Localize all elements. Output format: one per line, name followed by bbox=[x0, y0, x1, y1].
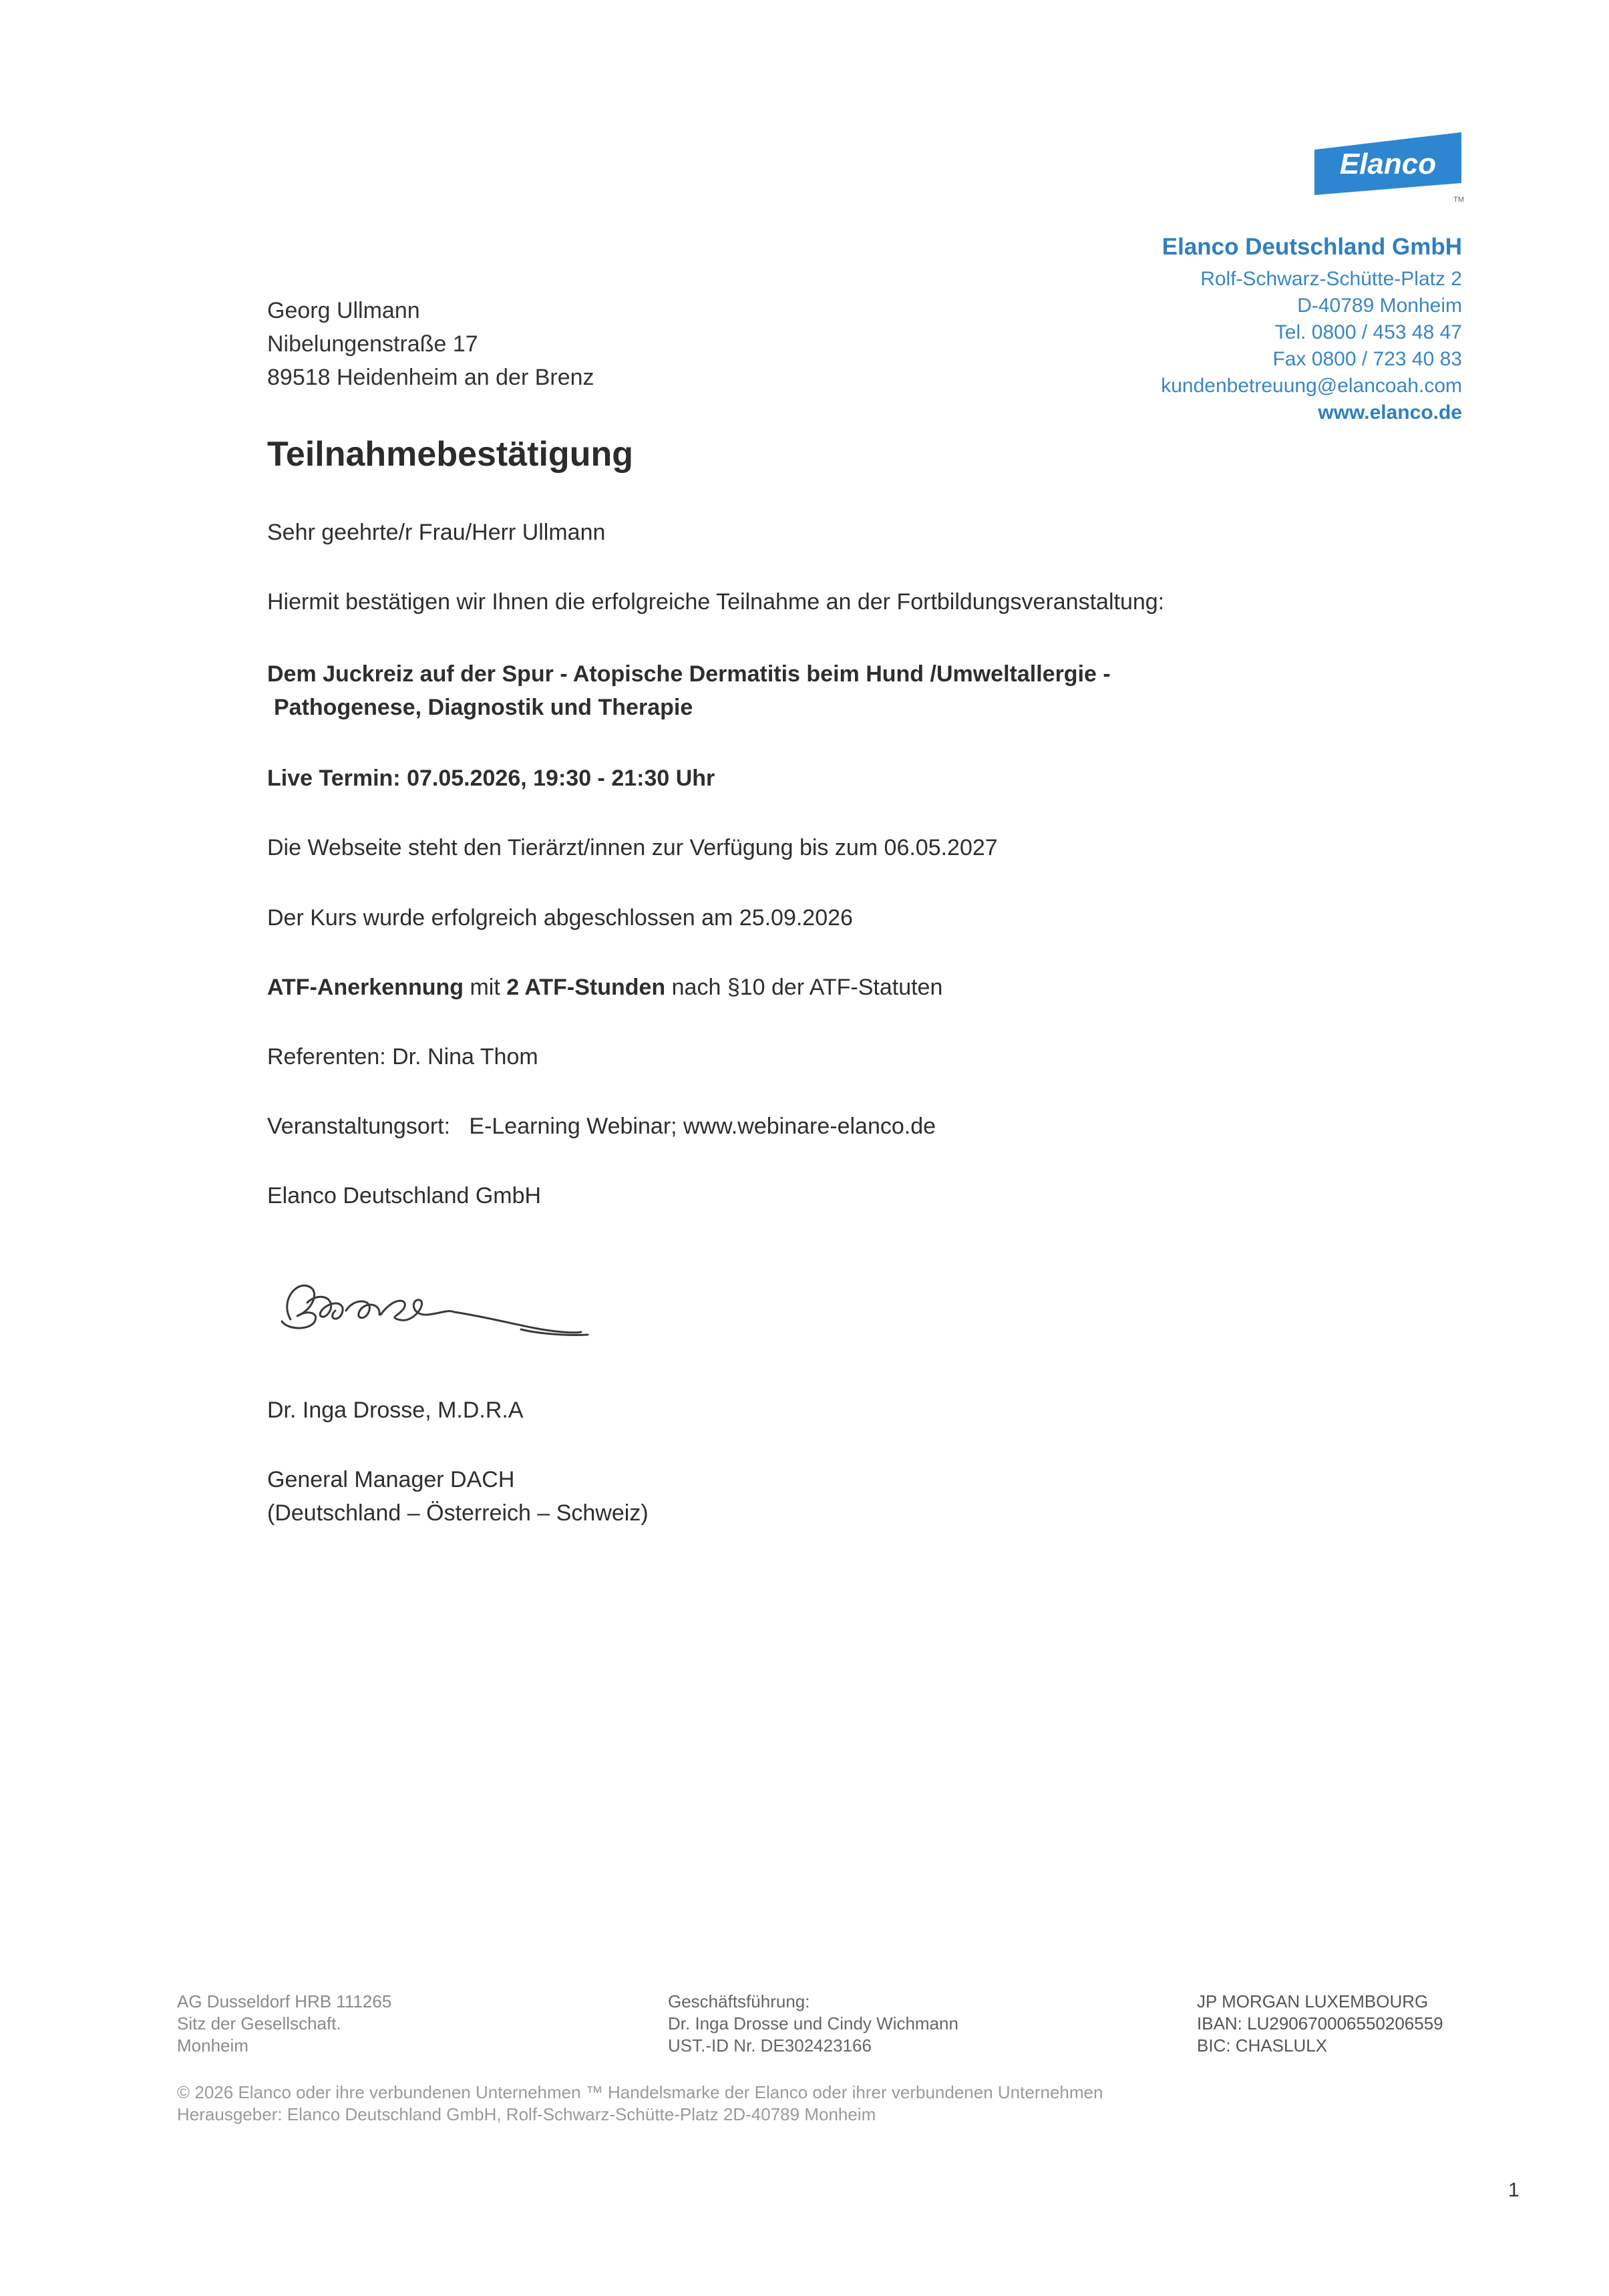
live-termin: Live Termin: 07.05.2026, 19:30 - 21:30 Uhr bbox=[267, 766, 715, 791]
atf-connector: mit bbox=[464, 975, 507, 1000]
footer-iban: IBAN: LU290670006550206559 bbox=[1197, 2013, 1443, 2033]
footer-bank bbox=[1197, 1991, 1443, 2057]
handwritten-signature bbox=[267, 1256, 601, 1356]
footer-management bbox=[668, 1991, 958, 2057]
document-title: Teilnahmebestätigung bbox=[267, 435, 633, 474]
signer-position-line-1: General Manager DACH bbox=[267, 1467, 515, 1492]
footer-register-court: AG Dusseldorf HRB 111265 bbox=[177, 1991, 392, 2011]
atf-recognition bbox=[267, 975, 1369, 1001]
company-fax: Fax 0800 / 723 40 83 bbox=[1272, 348, 1462, 370]
company-name: Elanco Deutschland GmbH bbox=[1161, 234, 1462, 260]
company-tel: Tel. 0800 / 453 48 47 bbox=[1274, 321, 1462, 343]
svg-text:TM: TM bbox=[1453, 196, 1464, 204]
svg-text:Elanco: Elanco bbox=[1339, 148, 1437, 180]
legal-notice bbox=[177, 2082, 1103, 2126]
completion-date: Der Kurs wurde erfolgreich abgeschlossen am 25.09.2026 bbox=[267, 905, 853, 931]
footer-vat-id: UST.-ID Nr. DE302423166 bbox=[668, 2035, 872, 2056]
company-website: www.elanco.de bbox=[1318, 401, 1462, 424]
salutation: Sehr geehrte/r Frau/Herr Ullmann bbox=[267, 520, 606, 545]
company-address-block bbox=[1161, 234, 1462, 426]
company-street: Rolf-Schwarz-Schütte-Platz 2 bbox=[1200, 268, 1462, 290]
venue: Veranstaltungsort: E-Learning Webinar; www.webinare-elanco.de bbox=[267, 1114, 936, 1139]
recipient-street: Nibelungenstraße 17 bbox=[267, 331, 478, 357]
elanco-logo bbox=[1309, 128, 1471, 208]
issuing-organization: Elanco Deutschland GmbH bbox=[267, 1183, 542, 1208]
footer-bank-name: JP MORGAN LUXEMBOURG bbox=[1197, 1991, 1429, 2011]
signer-position bbox=[267, 1463, 1369, 1530]
recipient-city: 89518 Heidenheim an der Brenz bbox=[267, 365, 594, 390]
legal-copyright: © 2026 Elanco oder ihre verbundenen Unternehmen ™ Handelsmarke der Elanco oder ihrer verbundenen Unternehmen bbox=[177, 2082, 1103, 2102]
speakers: Referenten: Dr. Nina Thom bbox=[267, 1044, 538, 1070]
company-city: D-40789 Monheim bbox=[1297, 295, 1462, 317]
atf-hours: 2 ATF-Stunden bbox=[506, 975, 666, 1000]
signer-position-line-2: (Deutschland – Österreich – Schweiz) bbox=[267, 1500, 649, 1526]
intro-text: Hiermit bestätigen wir Ihnen die erfolgreiche Teilnahme an der Fortbildungsveranstaltung: bbox=[267, 589, 1165, 615]
footer-management-label: Geschäftsführung: bbox=[668, 1991, 810, 2011]
page-number: 1 bbox=[1508, 2179, 1519, 2201]
signer-name: Dr. Inga Drosse, M.D.R.A bbox=[267, 1398, 524, 1423]
footer-registration bbox=[177, 1991, 391, 2057]
recipient-name: Georg Ullmann bbox=[267, 298, 420, 323]
recipient-address-block bbox=[267, 294, 594, 394]
course-title bbox=[267, 657, 1369, 724]
course-title-line-2: Pathogenese, Diagnostik und Therapie bbox=[274, 695, 693, 720]
website-availability: Die Webseite steht den Tierärzt/innen zur Verfügung bis zum 06.05.2027 bbox=[267, 835, 998, 860]
legal-publisher: Herausgeber: Elanco Deutschland GmbH, Rolf-Schwarz-Schütte-Platz 2D-40789 Monheim bbox=[177, 2104, 876, 2124]
atf-label: ATF-Anerkennung bbox=[267, 975, 464, 1000]
footer-bic: BIC: CHASLULX bbox=[1197, 2035, 1328, 2056]
elanco-logo-graphic bbox=[1309, 128, 1471, 208]
company-email: kundenbetreuung@elancoah.com bbox=[1161, 375, 1462, 397]
course-title-line-1: Dem Juckreiz auf der Spur - Atopische Dermatitis beim Hund /Umweltallergie - bbox=[267, 661, 1111, 687]
footer-seat-city: Monheim bbox=[177, 2035, 248, 2056]
footer-seat-label: Sitz der Gesellschaft. bbox=[177, 2013, 341, 2033]
atf-statute: nach §10 der ATF-Statuten bbox=[665, 975, 943, 1000]
footer-managers: Dr. Inga Drosse und Cindy Wichmann bbox=[668, 2013, 958, 2033]
